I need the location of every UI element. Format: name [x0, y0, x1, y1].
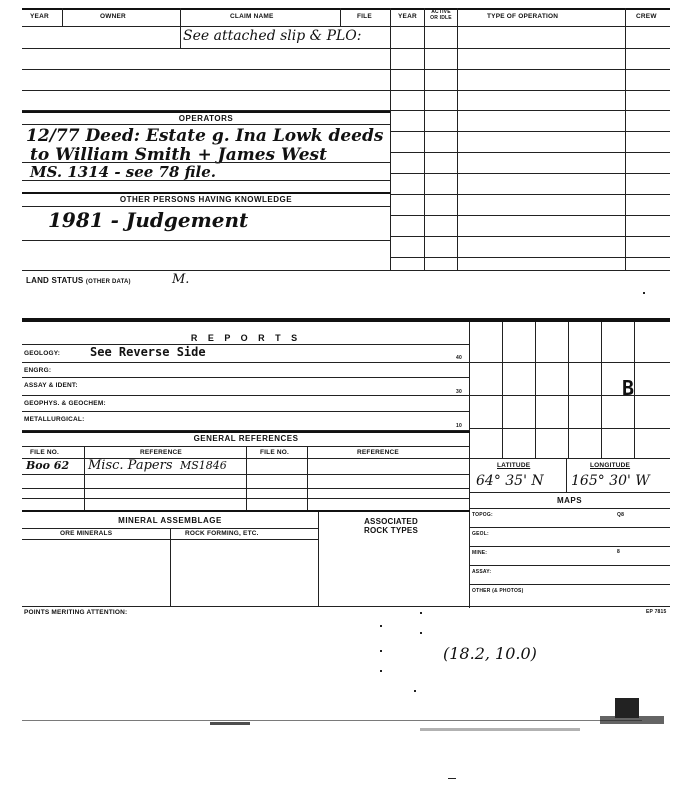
assoc-line-2: ROCK TYPES	[363, 526, 418, 535]
operators-title: OPERATORS	[178, 114, 234, 123]
header-bottom-line	[22, 26, 670, 27]
maps-label-assay: ASSAY:	[472, 569, 492, 575]
assoc-line-1: ASSOCIATED	[364, 517, 418, 526]
row-line	[390, 131, 670, 132]
points-note: (18.2, 10.0)	[443, 644, 537, 663]
grid-col	[535, 322, 536, 458]
general-refs-file-no-value: Boo 62	[26, 459, 70, 472]
scan-blot	[615, 698, 639, 718]
general-refs-col	[246, 446, 247, 510]
operators-row-line	[22, 180, 390, 181]
maps-label-other: OTHER (& PHOTOS)	[472, 588, 524, 594]
grid-col	[568, 322, 569, 458]
col-divider	[180, 8, 181, 48]
general-refs-reference-value: Misc. Papers	[88, 458, 173, 473]
maps-label-geol: GEOL:	[472, 531, 489, 537]
row-line	[390, 110, 670, 111]
scan-dot	[420, 632, 422, 634]
maps-row-line	[469, 584, 670, 585]
header-active	[428, 9, 454, 21]
form-number: EP 7815	[646, 609, 667, 615]
row-line	[22, 90, 390, 91]
mineral-top-line	[22, 510, 470, 512]
reports-line	[22, 395, 470, 396]
general-refs-row-line	[22, 474, 470, 475]
mineral-col-rock: ROCK FORMING, ETC.	[185, 530, 259, 537]
maps-row-line	[469, 527, 670, 528]
header-active-line1: ACTIVE	[431, 9, 451, 15]
latlong-divider	[566, 458, 567, 492]
associated-rock-types	[330, 517, 452, 535]
mineral-col-ore: ORE MINERALS	[60, 530, 113, 537]
general-refs-header-file-no: FILE NO.	[30, 449, 60, 456]
row-line	[390, 152, 670, 153]
longitude-label: LONGITUDE	[590, 462, 631, 469]
row-line	[22, 69, 390, 70]
grid-row	[469, 395, 670, 396]
header-owner: OWNER	[100, 13, 126, 20]
maps-label-topog: TOPOG:	[472, 512, 493, 518]
points-label: POINTS MERITING ATTENTION:	[24, 609, 128, 616]
land-status-label-text: LAND STATUS	[26, 276, 84, 285]
maps-value-mine: 8	[617, 549, 620, 555]
header-file: FILE	[357, 13, 372, 20]
maps-value-topog: Q8	[617, 512, 625, 518]
other-persons-title: OTHER PERSONS HAVING KNOWLEDGE	[119, 195, 293, 204]
header-crew: CREW	[636, 13, 657, 20]
land-status-sub: (OTHER DATA)	[85, 279, 131, 285]
other-persons-entry: 1981 - Judgement	[48, 208, 249, 232]
mineral-col-divider	[170, 528, 171, 606]
mineral-bottom-line	[22, 606, 670, 607]
row-line	[390, 257, 670, 258]
grid-col	[502, 322, 503, 458]
operators-line-3: MS. 1314 - see 78 file.	[30, 163, 216, 181]
land-status-label	[26, 276, 131, 285]
col-divider	[62, 8, 63, 26]
scan-dot	[414, 690, 416, 692]
other-persons-top-line	[22, 192, 390, 194]
report-num-metallurgical: 10	[456, 423, 462, 429]
row-line	[22, 48, 390, 49]
report-label-geophys: GEOPHYS. & GEOCHEM:	[24, 400, 106, 407]
general-refs-row-line	[22, 488, 470, 489]
header-claim-name: CLAIM NAME	[230, 13, 274, 20]
report-label-metallurgical: METALLURGICAL:	[24, 416, 85, 423]
report-num-geology: 40	[456, 355, 462, 361]
general-refs-col	[307, 446, 308, 510]
general-refs-top-line	[22, 431, 470, 433]
grid-col	[601, 322, 602, 458]
operators-title-line	[22, 124, 390, 125]
reports-line	[22, 411, 470, 412]
claim-name-entry: See attached slip & PLO:	[183, 28, 362, 44]
maps-title: MAPS	[556, 496, 583, 505]
other-persons-row-line	[22, 240, 390, 241]
maps-label-mine: MINE:	[472, 550, 488, 556]
maps-title-line	[469, 508, 670, 509]
land-status-top-line	[22, 270, 670, 271]
operators-line-2: to William Smith + James West	[30, 145, 327, 165]
scan-dot	[380, 625, 382, 627]
general-refs-header-file-no-2: FILE NO.	[260, 449, 290, 456]
general-refs-reference-no: MS1846	[180, 459, 227, 472]
general-refs-col	[84, 446, 85, 510]
other-persons-title-line	[22, 206, 390, 207]
maps-row-line	[469, 546, 670, 547]
report-num-assay: 30	[456, 389, 462, 395]
report-label-assay: ASSAY & IDENT:	[24, 382, 78, 389]
row-line	[390, 90, 670, 91]
mineral-assemblage-title: MINERAL ASSEMBLAGE	[118, 516, 222, 525]
operators-line-1: 12/77 Deed: Estate g. Ina Lowk deeds	[26, 126, 384, 146]
latitude-label: LATITUDE	[497, 462, 531, 469]
scan-dot	[643, 292, 645, 294]
row-line	[390, 215, 670, 216]
grid-row	[469, 362, 670, 363]
row-line	[390, 194, 670, 195]
header-active-line2: OR IDLE	[430, 15, 452, 21]
grid-row	[469, 458, 670, 459]
operators-top-line	[22, 111, 390, 113]
header-type-of-operation: TYPE OF OPERATION	[487, 13, 559, 20]
reports-thick-top	[22, 318, 670, 322]
grid-col	[634, 322, 635, 458]
scan-dot	[420, 612, 422, 614]
report-label-geology: GEOLOGY:	[24, 350, 61, 357]
grid-row	[469, 428, 670, 429]
report-value-geology: See Reverse Side	[90, 345, 206, 359]
general-refs-header-reference: REFERENCE	[140, 449, 182, 456]
scan-dot	[380, 650, 382, 652]
scan-blot	[210, 722, 250, 725]
reports-line	[22, 362, 470, 363]
mineral-assoc-divider	[318, 512, 319, 606]
general-refs-header-reference-2: REFERENCE	[357, 449, 399, 456]
reports-title: R E P O R T S	[190, 333, 302, 343]
top-border	[22, 8, 670, 10]
header-year-2: YEAR	[398, 13, 417, 20]
operators-row-line	[22, 162, 390, 163]
land-status-value: M.	[172, 272, 190, 287]
general-refs-title: GENERAL REFERENCES	[193, 434, 299, 443]
latitude-value: 64° 35' N	[476, 473, 544, 489]
longitude-value: 165° 30' W	[571, 473, 650, 489]
header-year: YEAR	[30, 13, 49, 20]
scan-line	[22, 720, 642, 721]
row-line	[390, 48, 670, 49]
row-line	[390, 173, 670, 174]
scan-blot	[420, 728, 580, 731]
general-refs-row-line	[22, 498, 470, 499]
reports-line	[22, 377, 470, 378]
scan-dot	[448, 778, 456, 779]
latlong-bottom-line	[469, 492, 670, 493]
grid-mark: B	[622, 376, 635, 400]
report-label-engrg: ENGRG:	[24, 367, 52, 374]
maps-row-line	[469, 565, 670, 566]
row-line	[390, 236, 670, 237]
row-line	[390, 69, 670, 70]
col-divider	[340, 8, 341, 26]
scan-dot	[380, 670, 382, 672]
